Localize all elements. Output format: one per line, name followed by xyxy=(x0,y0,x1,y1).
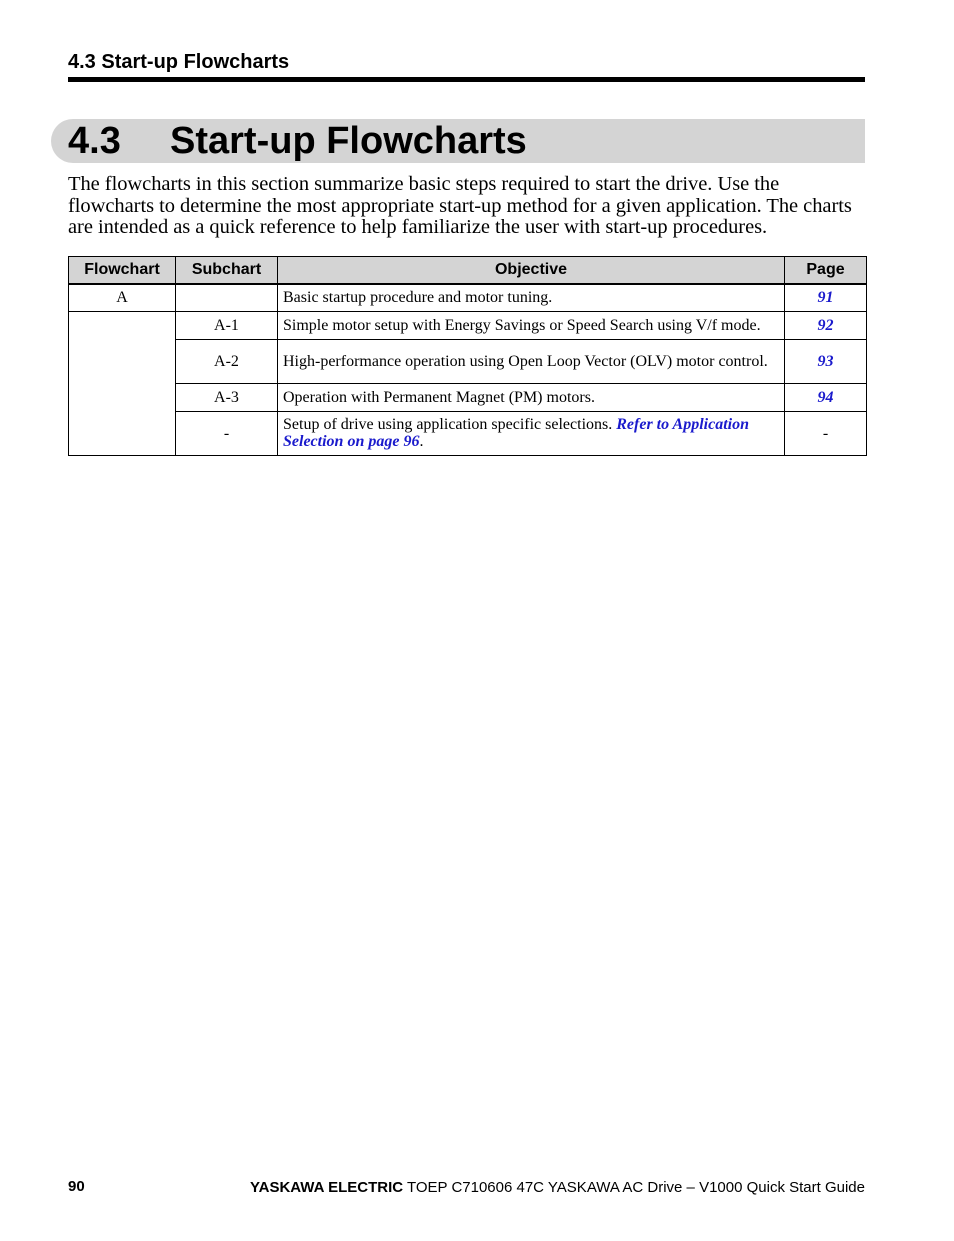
objective-text: Setup of drive using application specific selections. xyxy=(283,416,613,433)
footer-doc-info xyxy=(250,1179,865,1196)
page-cell xyxy=(785,284,867,311)
header-page: Page xyxy=(785,257,867,285)
page-link[interactable]: 94 xyxy=(817,388,834,406)
page-cell xyxy=(785,383,867,411)
objective-cell: Basic startup procedure and motor tuning. xyxy=(278,284,785,311)
header-rule xyxy=(68,77,865,82)
running-header: 4.3 Start-up Flowcharts xyxy=(68,51,290,73)
header-flowchart: Flowchart xyxy=(69,257,176,285)
table-row xyxy=(69,339,867,383)
table-row xyxy=(69,411,867,455)
table-row xyxy=(69,383,867,411)
table-header-row xyxy=(69,257,867,285)
section-number: 4.3 xyxy=(68,120,121,162)
table-row xyxy=(69,311,867,339)
objective-cell: Simple motor setup with Energy Savings or Speed Search using V/f mode. xyxy=(278,311,785,339)
section-title: Start-up Flowcharts xyxy=(170,120,527,162)
objective-cell xyxy=(278,411,785,455)
objective-suffix: . xyxy=(419,433,424,450)
page-link[interactable]: 92 xyxy=(817,316,834,334)
subchart-cell: A-3 xyxy=(176,383,278,411)
footer-doc-title: TOEP C710606 47C YASKAWA AC Drive – V1000 Quick Start Guide xyxy=(403,1179,865,1196)
flowchart-cell-merged xyxy=(69,311,176,455)
page-link[interactable]: 93 xyxy=(817,352,834,370)
page-cell xyxy=(785,311,867,339)
subchart-cell: A-1 xyxy=(176,311,278,339)
header-objective: Objective xyxy=(278,257,785,285)
subchart-cell: - xyxy=(176,411,278,455)
table-row xyxy=(69,284,867,311)
footer-page-number: 90 xyxy=(68,1178,85,1195)
subchart-cell xyxy=(176,284,278,311)
page-cell: - xyxy=(785,411,867,455)
flowchart-table xyxy=(68,256,867,456)
objective-cell: High-performance operation using Open Loop Vector (OLV) motor control. xyxy=(278,339,785,383)
flowchart-cell: A xyxy=(69,284,176,311)
footer-brand: YASKAWA ELECTRIC xyxy=(250,1179,404,1196)
page-cell xyxy=(785,339,867,383)
subchart-cell: A-2 xyxy=(176,339,278,383)
intro-paragraph: The flowcharts in this section summarize basic steps required to start the drive. Use the flowcharts to determine the most appropriate start-up method for a given application. The charts are intended as a quick reference to help familiarize the user with start-up procedures. xyxy=(68,173,852,239)
page-link[interactable]: 91 xyxy=(817,289,834,307)
application-selection-link[interactable]: Refer to Application Selection on page 96 xyxy=(283,416,749,450)
header-subchart: Subchart xyxy=(176,257,278,285)
objective-cell: Operation with Permanent Magnet (PM) motors. xyxy=(278,383,785,411)
